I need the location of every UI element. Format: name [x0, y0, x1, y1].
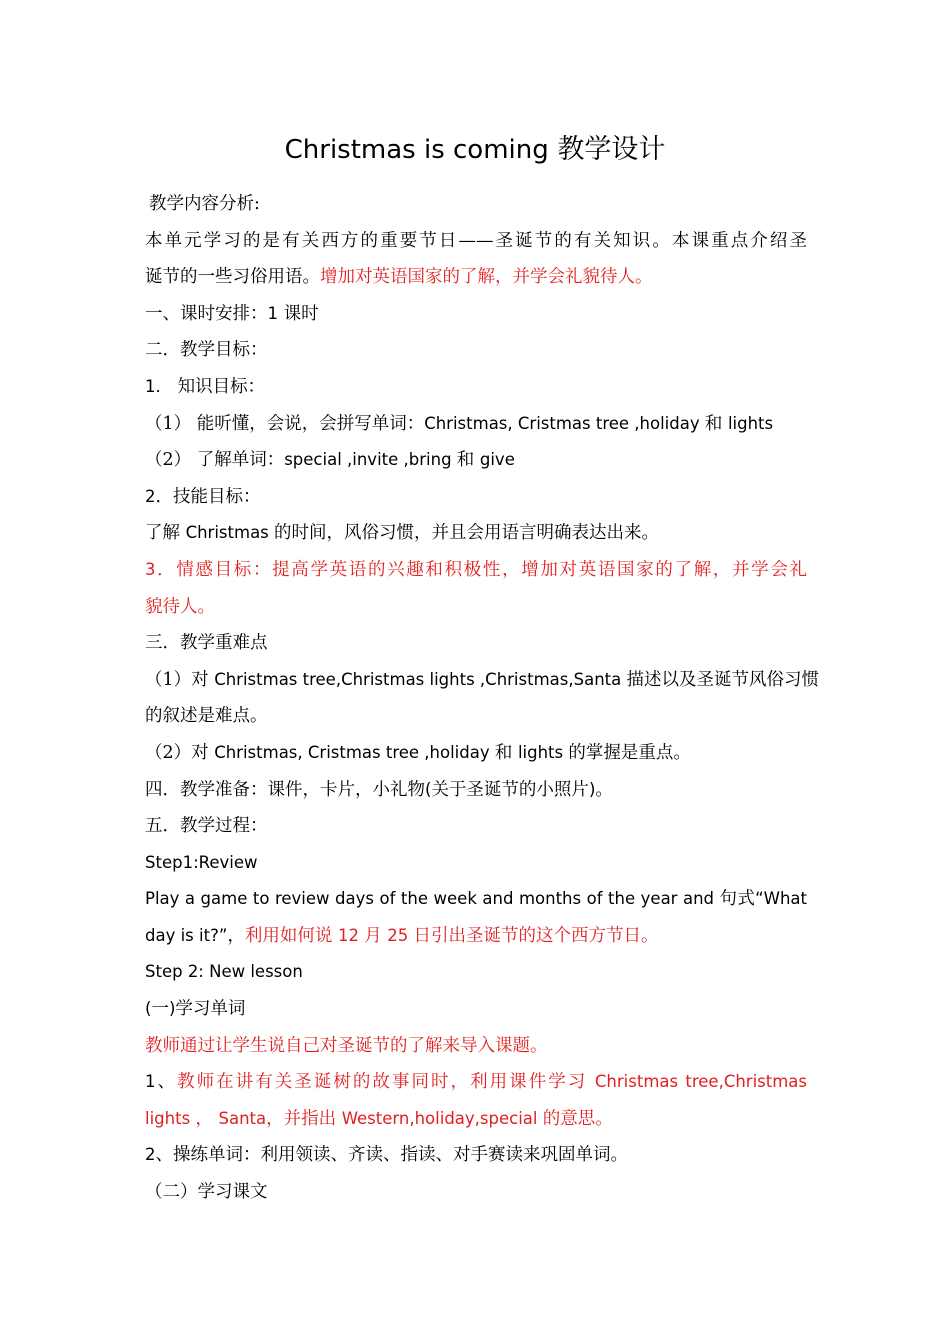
text-step-1-cont-red [245, 926, 659, 946]
document-body [145, 186, 819, 1211]
text-prep-b: ( [425, 779, 432, 799]
text-ws2-num: 2 [145, 1145, 156, 1165]
text-red-1: 利用如何说 [244, 925, 338, 946]
text-unit-intro-cont: 诞节的一些习俗用语。 [145, 267, 320, 288]
text-step-1-cont-b: ， [227, 925, 245, 946]
text-key-2-b: Christmas, Cristmas tree ,holiday [214, 742, 495, 762]
text-key-1-c: 描述以及圣诞节风俗习惯 [626, 669, 819, 690]
subsection-text [145, 1174, 807, 1211]
text-knowledge-1-and: 和 [704, 413, 728, 434]
text-ws2-desc: 、操练单词：利用领读、齐读、指读、对手赛读来巩固单词。 [155, 1145, 628, 1166]
words-step-1-cont [145, 1101, 807, 1138]
text-ws1c-d: ，并指出 [266, 1108, 342, 1129]
text-objectives: 二．教学目标： [145, 340, 268, 361]
text-ws1c-c: Santa [218, 1108, 267, 1128]
text-step-1-desc-c: “What [755, 889, 807, 909]
paragraph-unit-intro-cont [145, 259, 807, 296]
key-point-1 [145, 662, 819, 699]
text-words-c: ) [168, 999, 176, 1019]
text-ws1-desc: 教师在讲有关圣诞树的故事同时，利用课件学习 [177, 1072, 595, 1093]
objective-knowledge [145, 369, 807, 406]
text-key-1-cont: 的叙述是难点。 [145, 706, 268, 727]
objective-skill [145, 479, 807, 516]
section-schedule [145, 296, 807, 333]
objective-knowledge-2 [145, 442, 807, 479]
objective-emotion [145, 552, 807, 589]
text-emotion-num: 3 [145, 559, 156, 579]
text-knowledge-1-words: Christmas, Cristmas tree ,holiday [424, 413, 705, 433]
key-point-2 [145, 735, 807, 772]
step-1-desc [145, 881, 807, 918]
words-step-2 [145, 1137, 807, 1174]
text-prep-e: 。 [595, 779, 613, 800]
document-title [0, 131, 950, 169]
text-key-1-a: （1）对 [145, 669, 215, 690]
text-ws1c-b: ， [195, 1108, 219, 1129]
text-ws1-words: Christmas tree,Christmas [594, 1072, 808, 1092]
text-step-1-desc-a: Play a game to review days of the week and months of the year and [145, 889, 720, 909]
text-skill-label: ．技能目标： [155, 486, 261, 507]
section-key-points [145, 625, 807, 662]
text-knowledge-1-last: lights [727, 413, 774, 433]
text-schedule-count: 1 [267, 303, 278, 323]
text-skill-desc-c: 的时间，风俗习惯，并且会用语言明确表达出来。 [274, 523, 660, 544]
section-preparation [145, 772, 807, 809]
section-content-analysis [145, 186, 807, 223]
words-step-1 [145, 1064, 807, 1101]
key-point-1-cont [145, 698, 807, 735]
text-skill-desc-b: Christmas [185, 523, 275, 543]
text-step-2: Step 2: New lesson [145, 962, 303, 982]
text-step-1-desc-b: 句式 [719, 889, 756, 910]
objective-skill-desc [145, 515, 807, 552]
text-red-2: 12 [337, 925, 365, 945]
objective-emotion-cont [145, 589, 807, 626]
text-words-d: 学习单词 [175, 999, 246, 1020]
text-key-2-a: （2）对 [145, 742, 215, 763]
text-emotion-cont: 貌待人。 [145, 596, 215, 617]
text-words-intro: 教师通过让学生说自己对圣诞节的了解来导入课题。 [145, 1035, 548, 1056]
text-knowledge-2-and: 和 [456, 450, 480, 471]
text-red-5: 日引出圣诞节的这个西方节日。 [413, 925, 659, 946]
text-knowledge-2-label: （2） 了解单词： [145, 450, 285, 471]
text-step-1-cont-a: day is it?” [145, 925, 228, 945]
title-cjk: 教学设计 [557, 134, 666, 165]
step-2-heading [145, 954, 807, 991]
text-knowledge-num: 1． [145, 376, 172, 396]
text-key-points: 三．教学重难点 [145, 633, 268, 654]
objective-knowledge-1 [145, 406, 807, 443]
section-objectives [145, 332, 807, 369]
section-process [145, 808, 807, 845]
text-ws1c-e: Western,holiday,special [341, 1108, 543, 1128]
text-prep-a: 四．教学准备：课件，卡片，小礼物 [145, 779, 425, 800]
text-schedule-unit: 课时 [278, 303, 319, 324]
step-1-desc-cont [145, 918, 807, 955]
text-schedule-label: 一、课时安排： [145, 303, 268, 324]
text-step-1: Step1:Review [145, 852, 258, 872]
text-ws1-sep: 、 [155, 1072, 178, 1093]
subsection-words [145, 991, 807, 1028]
text-content-analysis: 教学内容分析: [149, 194, 260, 214]
text-knowledge-label: 知识目标： [172, 376, 266, 397]
text-knowledge-1-label: （1） 能听懂，会说，会拼写单词： [145, 413, 425, 434]
text-unit-intro: 本单元学习的是有关西方的重要节日——圣诞节的有关知识。本课重点介绍圣 [145, 230, 807, 251]
text-skill-desc-a: 了解 [145, 523, 186, 544]
text-key-1-b: Christmas tree,Christmas lights ,Christmas,Santa [214, 669, 627, 689]
text-red-3: 月 [364, 925, 388, 946]
text-knowledge-2-last: give [479, 450, 515, 470]
text-words-a: ( [145, 999, 152, 1019]
text-knowledge-2-words: special ,invite ,bring [284, 450, 457, 470]
text-key-2-c: 和 [494, 742, 518, 763]
text-subsection-text: （二）学习课文 [145, 1182, 268, 1203]
text-red-4: 25 [387, 925, 414, 945]
text-prep-d: ) [588, 779, 596, 799]
text-words-b: 一 [151, 999, 169, 1020]
text-ws1-num: 1 [145, 1072, 156, 1092]
text-skill-num: 2 [145, 486, 156, 506]
text-emotion-desc: ．情感目标：提高学英语的兴趣和积极性，增加对英语国家的了解，并学会礼 [155, 559, 807, 580]
text-prep-c: 关于圣诞节的小照片 [431, 779, 589, 800]
paragraph-unit-intro [145, 223, 807, 260]
text-ws1c-a: lights [145, 1108, 196, 1128]
title-latin: Christmas is coming [284, 135, 549, 165]
text-unit-goal-red: 增加对英语国家的了解，并学会礼貌待人。 [320, 267, 653, 288]
text-process: 五．教学过程： [145, 816, 268, 837]
step-1-heading [145, 845, 807, 882]
text-key-2-e: 的掌握是重点。 [568, 742, 691, 763]
words-intro [145, 1028, 807, 1065]
text-ws1c-f: 的意思。 [542, 1108, 613, 1129]
text-key-2-d: lights [517, 742, 569, 762]
